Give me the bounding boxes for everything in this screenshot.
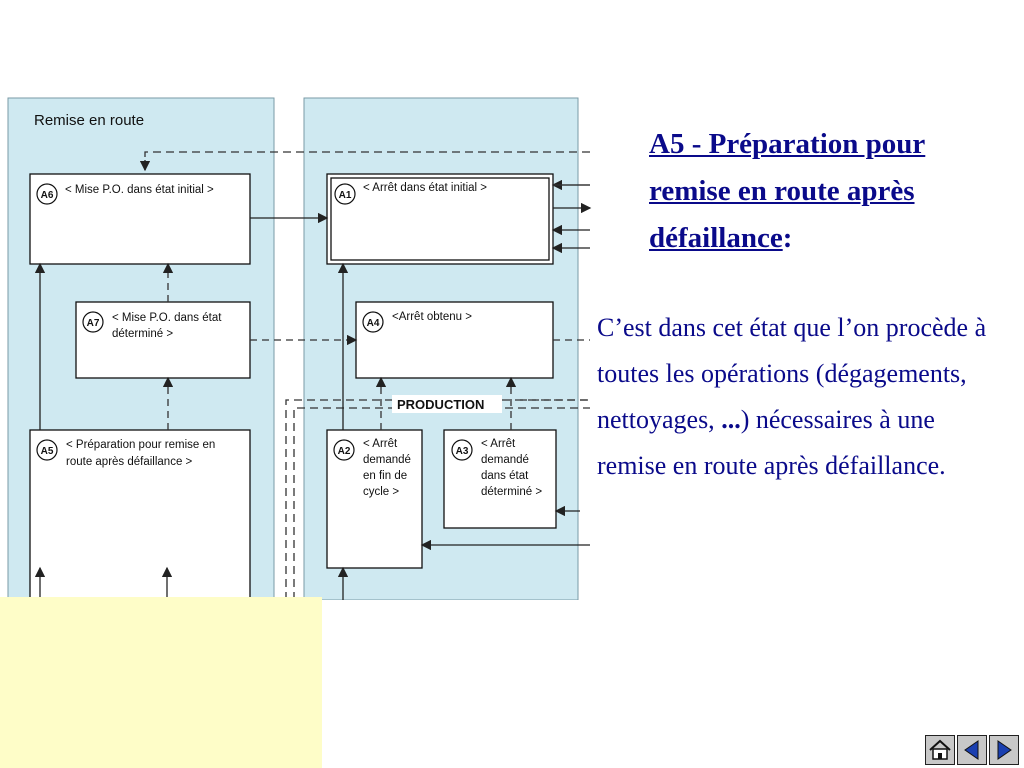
step-a3-id: A3 [455, 446, 469, 457]
step-a6-text: < Mise P.O. dans état initial > [65, 184, 214, 196]
step-a2-text-1: < Arrêt [363, 438, 398, 450]
step-a2-text-4: cycle > [363, 486, 400, 498]
step-a4-text: <Arrêt obtenu > [392, 311, 472, 323]
step-a5-text-2: route après défaillance > [66, 456, 193, 468]
step-a3-text-4: déterminé > [481, 486, 543, 498]
body-text-part-1: C’est dans cet état que l’on procède à toutes les opérations (dégagements, nettoyages, [597, 313, 987, 434]
step-a7-text-1: < Mise P.O. dans état [112, 312, 222, 324]
slide-title [649, 121, 989, 262]
group-title: Remise en route [34, 112, 145, 129]
step-a2-id: A2 [337, 446, 351, 457]
step-a6-id: A6 [40, 190, 54, 201]
step-a7-id: A7 [86, 318, 100, 329]
production-label: PRODUCTION [397, 397, 485, 412]
step-a3-text-2: demandé [481, 454, 529, 466]
step-a1-text: < Arrêt dans état initial > [363, 182, 488, 194]
previous-button[interactable] [957, 735, 987, 765]
slide-title-colon: : [782, 222, 793, 254]
next-button[interactable] [989, 735, 1019, 765]
arrow-right-icon [993, 739, 1015, 761]
arrow-left-icon [961, 739, 983, 761]
step-a3-text-3: dans état [481, 470, 529, 482]
body-text-bold: ... [721, 405, 741, 434]
step-a3-text-1: < Arrêt [481, 438, 516, 450]
home-button[interactable] [925, 735, 955, 765]
slide-body [597, 305, 1007, 489]
step-a2-text-2: demandé [363, 454, 411, 466]
yellow-panel [0, 597, 322, 768]
body-text-part-2: ) nécessaires à une remise en route après défaillance. [597, 405, 946, 480]
grafcet-diagram [0, 0, 600, 600]
step-a5-id: A5 [40, 446, 54, 457]
step-a2-text-3: en fin de [363, 470, 408, 482]
step-a1-id: A1 [338, 190, 352, 201]
slide-title-text: A5 - Préparation pour remise en route après défaillance [649, 128, 926, 254]
step-a7-text-2: déterminé > [112, 328, 174, 340]
slide-navigation [925, 735, 1019, 767]
home-icon [928, 739, 952, 761]
step-a5-text-1: < Préparation pour remise en [66, 439, 216, 451]
step-a4-id: A4 [366, 318, 380, 329]
